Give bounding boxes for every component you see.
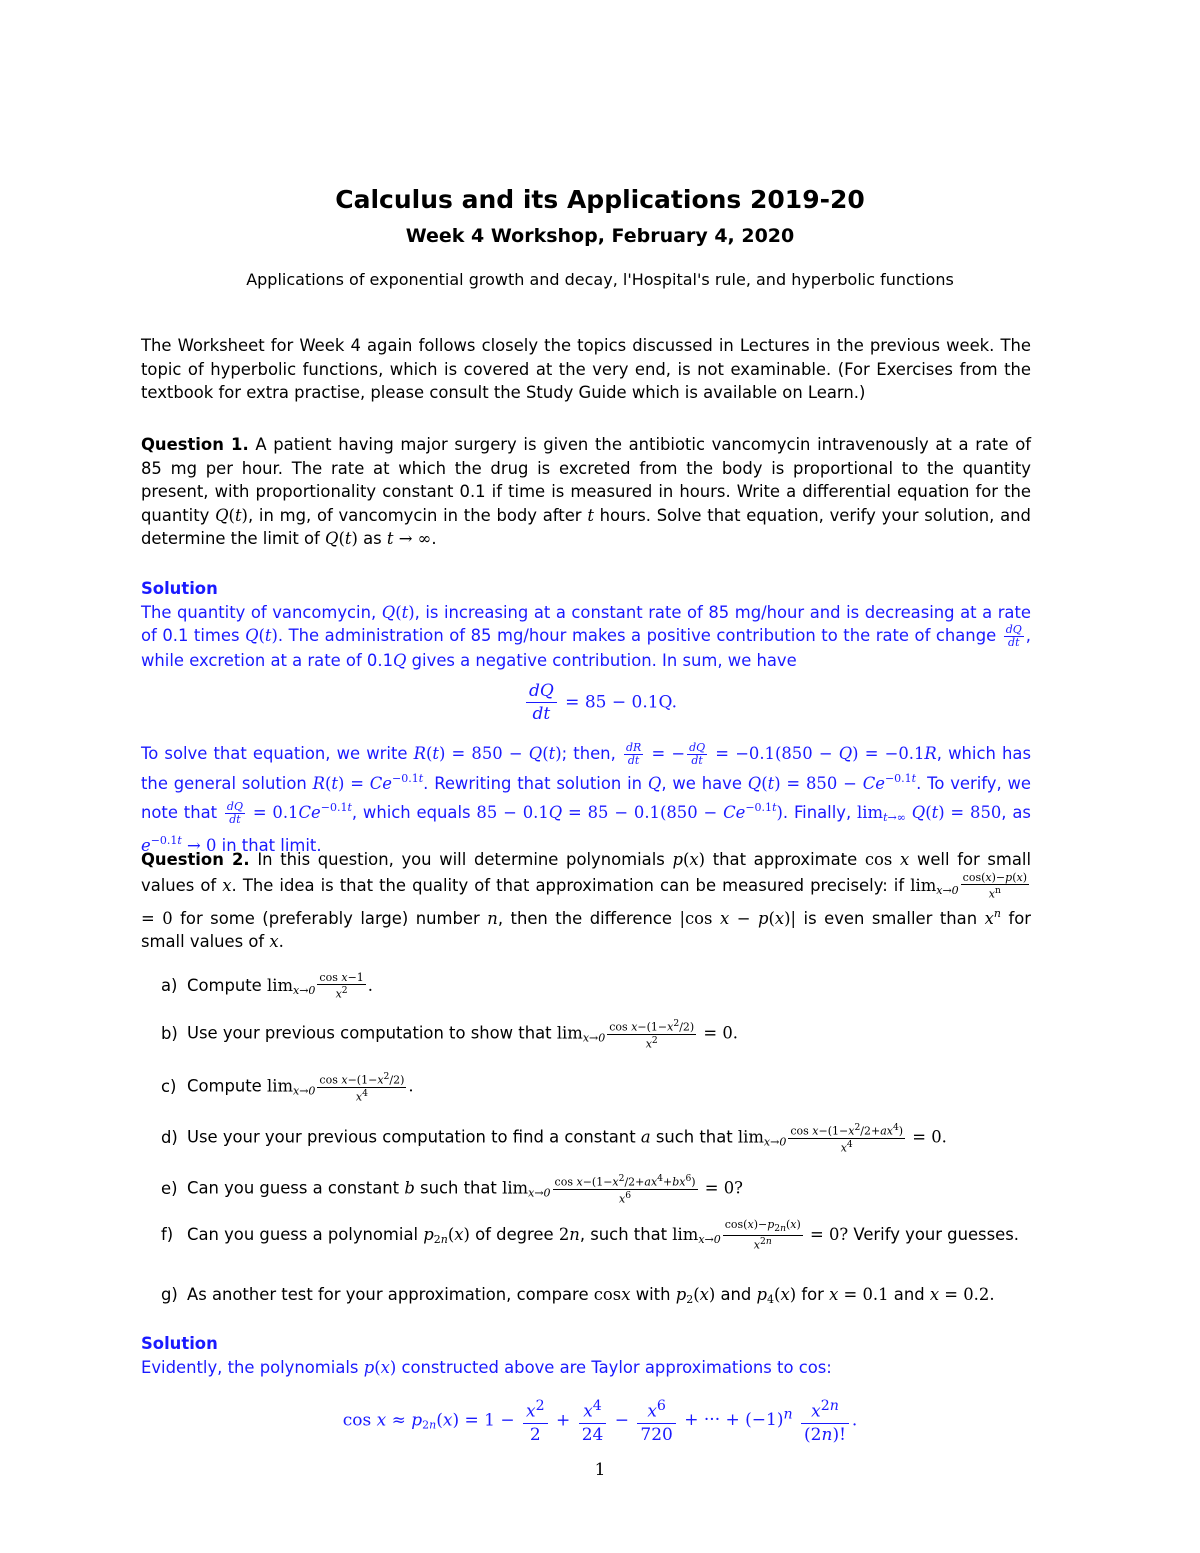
- q1-text: A patient having major surgery is given the antibiotic vancomycin intravenously at a rate of 85 mg per hour. The rate at which the drug is excreted from the body is proportional to the quantity present, with proportionality constant 0.1 if time is measured in hours. Write a differential equation for the quantity: [141, 435, 1031, 525]
- solution-2-heading: Solution: [141, 1334, 218, 1353]
- intro-paragraph: The Worksheet for Week 4 again follows closely the topics discussed in Lectures in the previous week. The topic of hyperbolic functions, which is covered at the very end, is not examinable. (For Exercises from the textbook for extra practise, please consult the Study Guide which is available on Learn.): [141, 336, 1031, 402]
- math: Q: [215, 505, 229, 525]
- question-2g: g) As another test for your approximation, compare cosx with $p_2(x)$ and $p_4(x)$ for x = 0.1 and x = 0.2.: [161, 1285, 995, 1306]
- solution-1-continued: To solve that equation, we write R(t) = 850 − Q(t); then, $\frac{dR}{dt}$ = − $\frac{dQ}{dt}$ = −0.1(850 − Q) = −0.1R, which has the general solution $R(t) = Ce^{-0.1t}$. Rewriting that solution in Q, we have $Q(t) = 850 - Ce^{-0.1t}$. To verify, we note that $\frac{dQ}{dt}$ = $0.1Ce^{-0.1t}$, which equals $85 - 0.1Q = 85 - 0.1(850 - Ce^{-0.1t})$. Finally, $\lim_{t\to\infty} Q(t) = 850$, as $e^{-0.1t} \to 0$ in that limit.: [141, 741, 1031, 855]
- document-subtitle: Week 4 Workshop, February 4, 2020: [405, 225, 795, 247]
- page-number: 1: [594, 1460, 606, 1480]
- document-title: Calculus and its Applications 2019-20: [335, 185, 865, 214]
- question-2-label: Question 2.: [141, 850, 250, 869]
- question-2f: f) Can you guess a polynomial $p_{2n}(x)$ of degree 2n, such that $\lim_{x\to 0}$ $\frac{\cos(x)-p_{2n}(x)}{x^{2n}}$ = 0? Verify your guesses.: [161, 1218, 1019, 1252]
- question-1: Question 1. A patient having major surgery is given the antibiotic vancomycin intravenously at a rate of 85 mg per hour. The rate at which the drug is excreted from the body is proportional to the quantity present, with proportionality constant 0.1 if time is measured in hours. Write a differential equation for the quantity Q(t), in mg, of vancomycin in the body after t hours. Solve that equation, verify your solution, and determine the limit of Q(t) as t → ∞.: [141, 435, 1031, 548]
- fraction: $\frac{dQ}{dt}$: [1005, 623, 1022, 649]
- question-2: Question 2. In this question, you will determine polynomials p(x) that approximate cos x well for small values of x. The idea is that the quality of that approximation can be measured precisely: if $\lim_{x\to 0}$ $\frac{\cos(x)-p(x)}{x^n}$ = 0 for some (preferably large) number n, then the difference |cos x − p(x)| is even smaller than $x^n$ for small values of x.: [141, 850, 1032, 952]
- equation-1: $\frac{dQ}{dt}$ = 85 − 0.1Q.: [0, 680, 1200, 725]
- solution-1-heading: Solution: [141, 579, 218, 598]
- question-2b: b) Use your previous computation to show that $\lim_{x\to 0}$ $\frac{\cos x-(1-x^2/2)}{x^2}$ = 0.: [161, 1018, 738, 1051]
- question-2c: c) Compute $\lim_{x\to 0}$ $\frac{\cos x-(1-x^2/2)}{x^4}$ .: [161, 1071, 414, 1104]
- question-2a: a) Compute $\lim_{x\to 0}$ $\frac{\text{cos x−1}}{x^2}$ .: [161, 971, 374, 1001]
- document-topics: Applications of exponential growth and decay, l'Hospital's rule, and hyperbolic functions: [246, 270, 954, 289]
- solution-2: Solution Evidently, the polynomials p(x) constructed above are Taylor approximations to cos:: [141, 1332, 1031, 1379]
- question-1-label: Question 1.: [141, 435, 249, 454]
- question-2e: e) Can you guess a constant b such that $\lim_{x\to 0}$ $\frac{\cos x-(1-x^2/2+ax^4+bx^6)}{x^6}$ = 0?: [161, 1173, 743, 1206]
- solution-1: Solution The quantity of vancomycin, Q(t), is increasing at a constant rate of 85 mg/hour and is decreasing at a rate of 0.1 times Q(t). The administration of 85 mg/hour makes a positive contribution to the rate of change $\frac{dQ}{dt}$ , while excretion at a rate of 0.1Q gives a negative contribution. In sum, we have: [141, 579, 1032, 670]
- equation-taylor: $\cos x \approx p_{2n}(x) = 1$ − $\frac{x^2}{2}$ + $\frac{x^4}{24}$ − $\frac{x^6}{720}$ + ··· + $(-1)^n$ $\frac{x^{2n}}{(2n)!}$ .: [0, 1395, 1200, 1446]
- question-2d: d) Use your your previous computation to find a constant a such that $\lim_{x\to 0}$ $\frac{\cos x-(1-x^2/2+ax^4)}{x^4}$ = 0.: [161, 1122, 947, 1155]
